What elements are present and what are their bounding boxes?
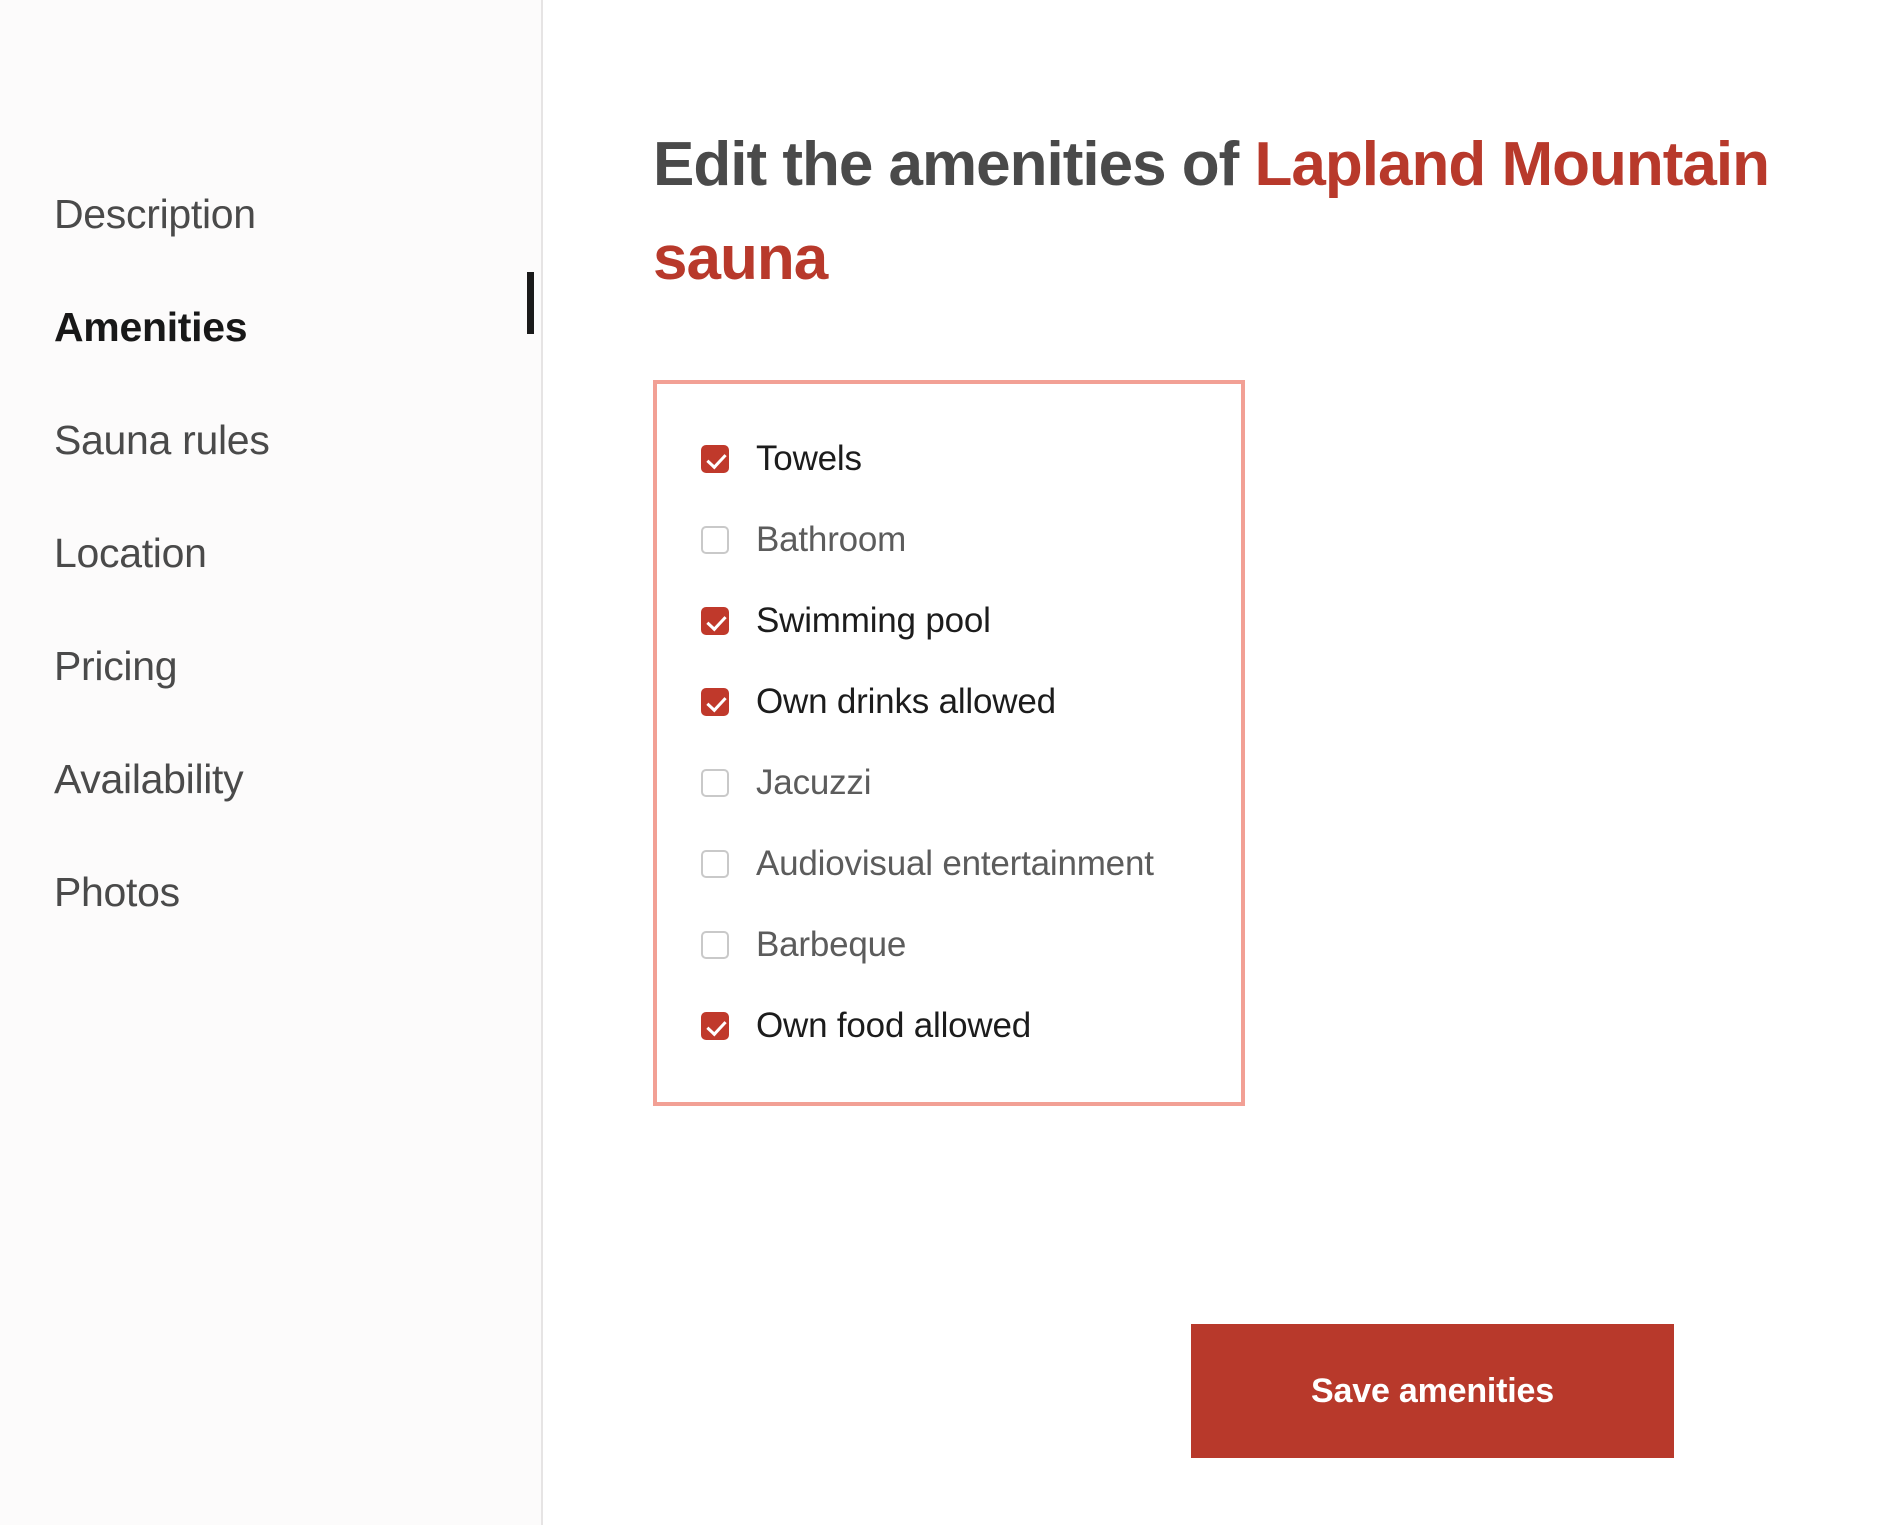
main-content xyxy=(543,0,1904,1525)
page-title-sauna-name: Lapland Mountain sauna xyxy=(653,130,1769,294)
sidebar-item-amenities[interactable] xyxy=(0,271,541,384)
amenity-row[interactable] xyxy=(657,499,1241,580)
sidebar-item-pricing[interactable] xyxy=(0,610,541,723)
amenity-label: Bathroom xyxy=(756,520,907,560)
page-title xyxy=(653,118,1883,306)
save-amenities-button[interactable]: Save amenities xyxy=(1191,1324,1674,1458)
sidebar-item-label: Description xyxy=(54,191,256,237)
amenity-row[interactable] xyxy=(657,418,1241,499)
amenity-label: Barbeque xyxy=(756,925,907,965)
amenity-label: Own food allowed xyxy=(756,1006,1032,1046)
amenity-row[interactable] xyxy=(657,904,1241,985)
checkbox-unchecked-icon[interactable] xyxy=(701,769,729,797)
sidebar-item-location[interactable] xyxy=(0,497,541,610)
sidebar-nav-list xyxy=(0,158,541,949)
sidebar-item-label: Sauna rules xyxy=(54,417,270,463)
checkbox-checked-icon[interactable] xyxy=(701,688,729,716)
checkbox-checked-icon[interactable] xyxy=(701,1012,729,1040)
sidebar-item-photos[interactable] xyxy=(0,836,541,949)
checkbox-checked-icon[interactable] xyxy=(701,445,729,473)
sidebar-item-availability[interactable] xyxy=(0,723,541,836)
amenity-label: Own drinks allowed xyxy=(756,682,1056,722)
sidebar xyxy=(0,0,543,1525)
amenity-label: Towels xyxy=(756,439,862,479)
amenity-label: Swimming pool xyxy=(756,601,991,641)
amenity-row[interactable] xyxy=(657,823,1241,904)
sidebar-item-label: Amenities xyxy=(54,304,248,350)
amenity-row[interactable] xyxy=(657,742,1241,823)
sidebar-item-label: Availability xyxy=(54,756,244,802)
page-title-prefix: Edit the amenities of xyxy=(653,130,1255,199)
amenity-row[interactable] xyxy=(657,580,1241,661)
checkbox-unchecked-icon[interactable] xyxy=(701,526,729,554)
amenity-row[interactable] xyxy=(657,985,1241,1066)
sidebar-item-description[interactable] xyxy=(0,158,541,271)
sidebar-item-label: Pricing xyxy=(54,643,178,689)
active-section-marker xyxy=(527,272,534,334)
checkbox-unchecked-icon[interactable] xyxy=(701,931,729,959)
sidebar-item-label: Location xyxy=(54,530,207,576)
checkbox-unchecked-icon[interactable] xyxy=(701,850,729,878)
amenity-label: Jacuzzi xyxy=(756,763,872,803)
amenity-row[interactable] xyxy=(657,661,1241,742)
sidebar-item-label: Photos xyxy=(54,869,180,915)
amenities-checklist xyxy=(653,380,1245,1106)
amenity-label: Audiovisual entertainment xyxy=(756,844,1154,884)
checkbox-checked-icon[interactable] xyxy=(701,607,729,635)
sidebar-item-sauna-rules[interactable] xyxy=(0,384,541,497)
